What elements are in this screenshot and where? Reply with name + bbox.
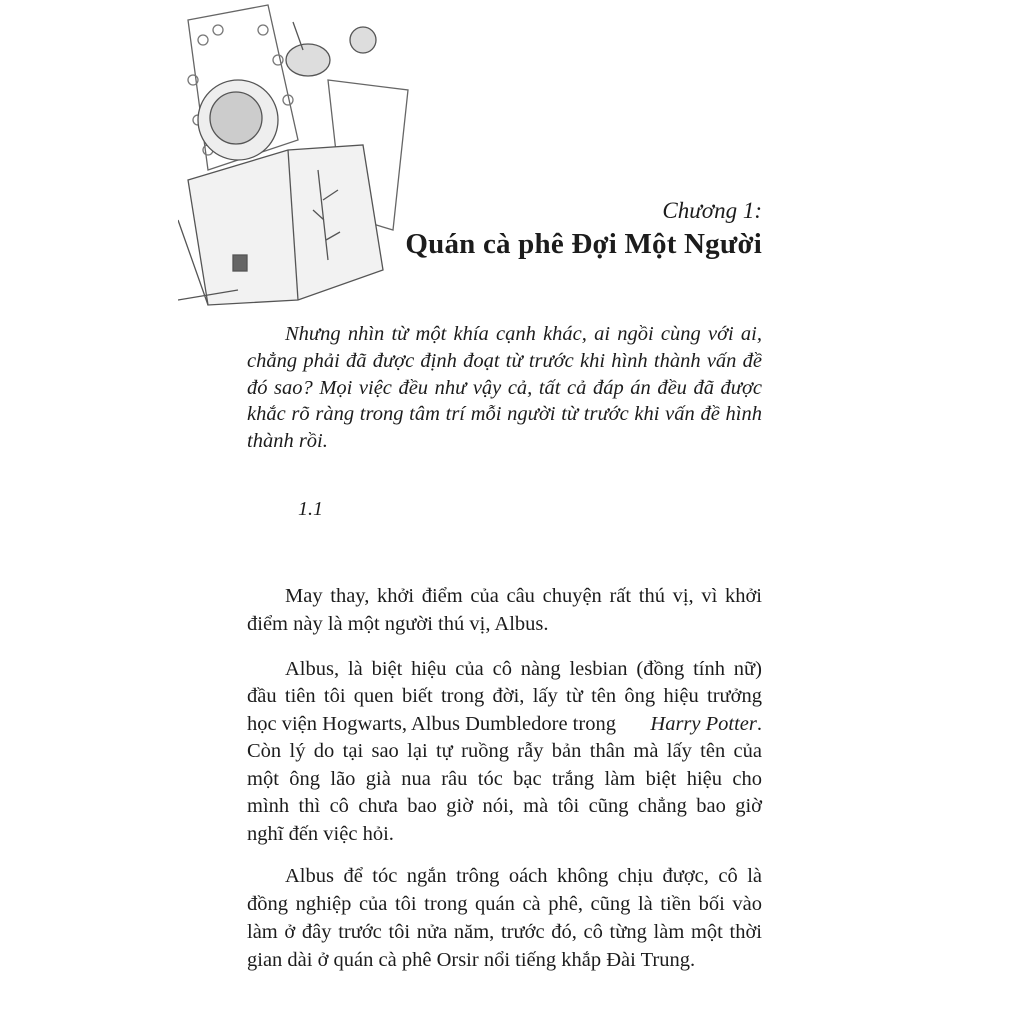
epigraph-line: chẳng phải đã được định đoạt từ trước khi hình thành vấn đề xyxy=(247,350,762,372)
epigraph-line: Nhưng nhìn từ một khía cạnh khác, ai ngồi cùng với ai, xyxy=(285,323,762,345)
body-line: Albus, là biệt hiệu của cô nàng lesbian (đồng tính nữ) xyxy=(285,658,762,680)
epigraph-line: đó sao? Mọi việc đều như vậy cả, tất cả đáp án đều đã được xyxy=(247,377,762,399)
body-line: điểm này là một người thú vị, Albus. xyxy=(247,613,549,635)
body-line: Còn lý do tại sao lại tự ruồng rẫy bản thân mà lấy tên của xyxy=(247,740,762,762)
body-line: gian dài ở quán cà phê Orsir nổi tiếng khắp Đài Trung. xyxy=(247,949,696,971)
body-line: đầu tiên tôi quen biết trong đời, lấy từ tên ông hiệu trưởng xyxy=(247,685,762,707)
body-line: nghĩ đến việc hỏi. xyxy=(247,823,394,845)
body-line: đồng nghiệp của tôi trong quán cà phê, cũng là tiền bối vào xyxy=(247,893,762,915)
body-line: May thay, khởi điểm của câu chuyện rất thú vị, vì khởi xyxy=(285,585,762,607)
epigraph-line: khắc rõ ràng trong tâm trí mỗi người từ trước khi vấn đề hình xyxy=(247,403,762,425)
section-number: 1.1 xyxy=(298,498,323,520)
body-line: mình thì cô chưa bao giờ nói, mà tôi cũng chẳng bao giờ xyxy=(247,795,762,817)
book-title: Harry Potter xyxy=(650,713,757,735)
coffee-book-sketch-illustration xyxy=(178,0,428,312)
epigraph-line: thành rồi. xyxy=(247,430,328,452)
body-line-text: học viện Hogwarts, Albus Dumbledore trong xyxy=(247,713,622,735)
body-line: làm ở đây trước tôi nửa năm, trước đó, cô từng làm một thời xyxy=(247,921,762,943)
chapter-title: Quán cà phê Đợi Một Người xyxy=(405,228,762,260)
chapter-label: Chương 1: xyxy=(662,198,762,223)
body-line: một ông lão già nua râu tóc bạc trắng làm biệt hiệu cho xyxy=(247,768,762,790)
body-line: Albus để tóc ngắn trông oách không chịu được, cô là xyxy=(285,865,762,887)
body-line: học viện Hogwarts, Albus Dumbledore trong Harry Potter . xyxy=(247,713,762,735)
